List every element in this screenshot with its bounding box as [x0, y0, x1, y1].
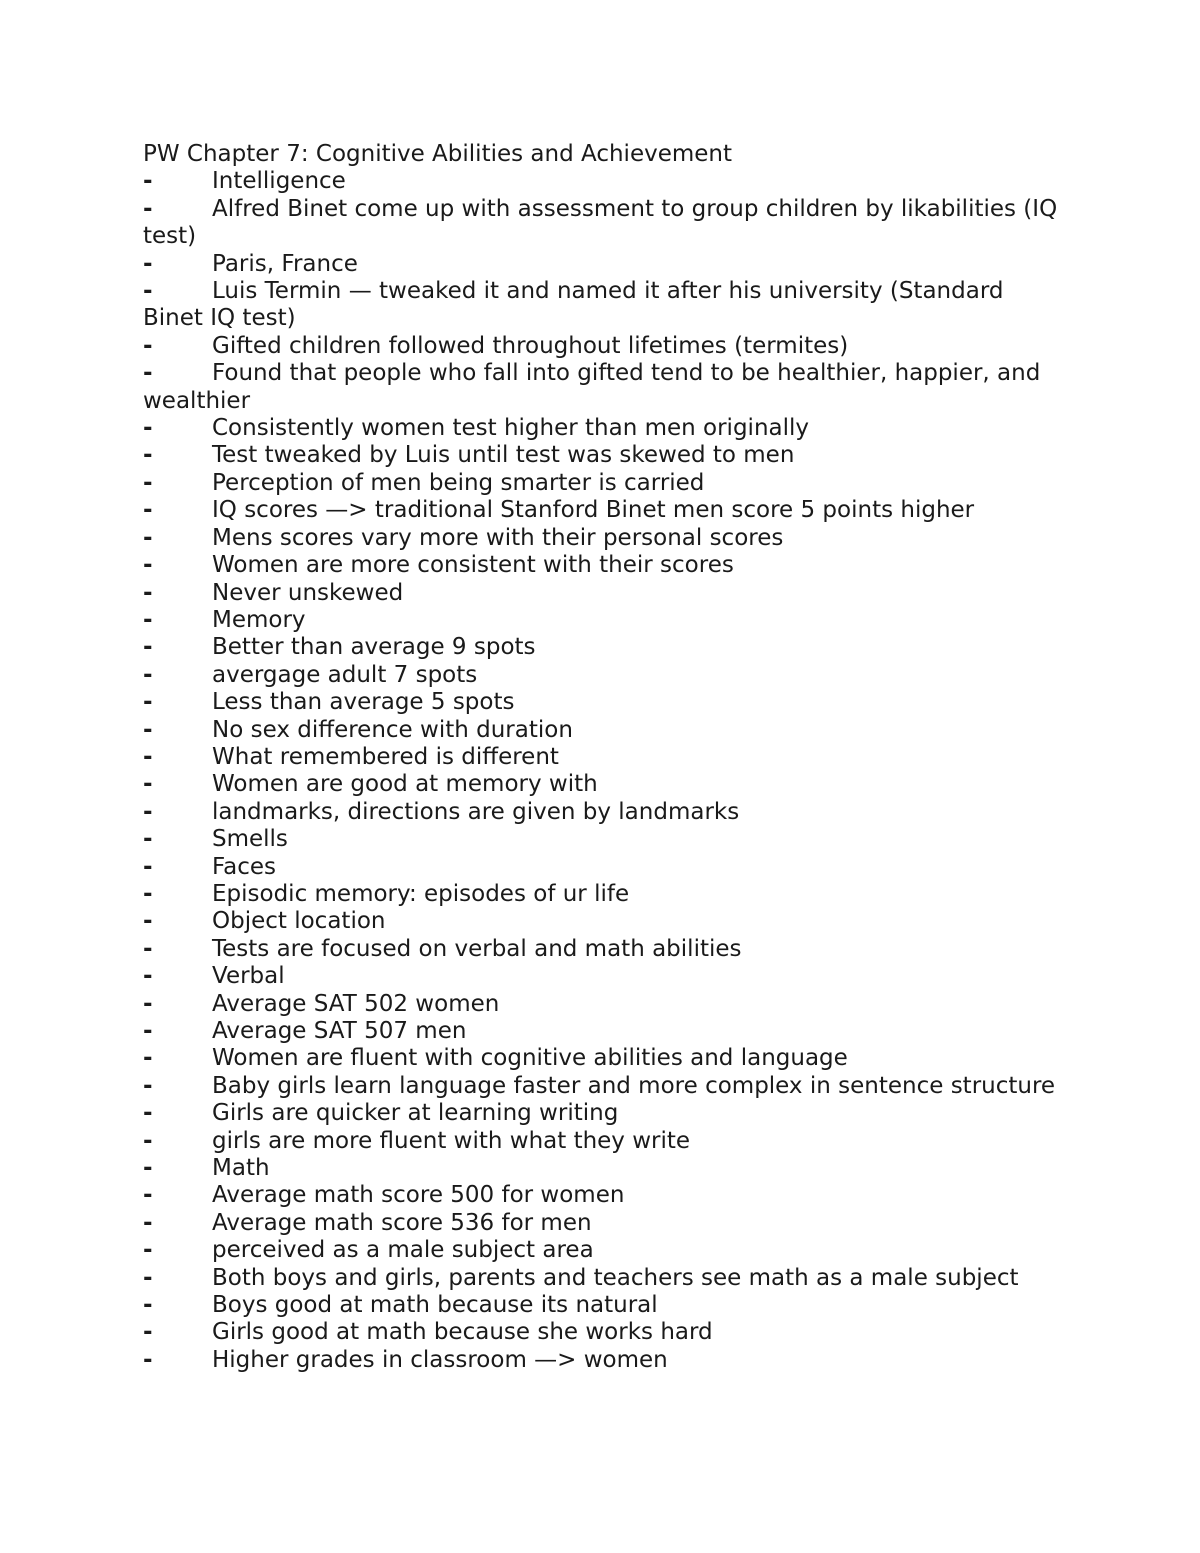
bullet-dash: - [143, 798, 153, 825]
bullet-dash: - [143, 1127, 153, 1154]
list-item-text: Women are fluent with cognitive abilities and language [212, 1045, 848, 1072]
list-item-text: Less than average 5 spots [212, 689, 515, 716]
list-item [143, 771, 1063, 798]
list-item-text: Average SAT 507 men [212, 1018, 467, 1044]
list-item-text: Faces [212, 853, 276, 880]
list-item-text: Average SAT 502 women [212, 990, 500, 1017]
list-item-text: Better than average 9 spots [212, 634, 536, 661]
list-item-text: Perception of men being smarter is carried [212, 469, 705, 496]
list-item [143, 1155, 1063, 1182]
list-item [143, 442, 1063, 469]
bullet-dash: - [143, 1182, 153, 1209]
list-item [143, 799, 1063, 826]
bullet-dash: - [143, 332, 153, 359]
bullet-dash: - [143, 1018, 153, 1044]
list-item-text: landmarks, directions are given by landmarks [212, 798, 740, 825]
list-item [143, 580, 1063, 607]
list-item-text: Test tweaked by Luis until test was skewed to men [212, 442, 795, 469]
list-item [143, 525, 1063, 552]
list-item [143, 908, 1063, 935]
list-item [143, 168, 1063, 195]
list-item [143, 607, 1063, 634]
list-item-text: Women are good at memory with [212, 771, 598, 798]
list-item-text: Girls good at math because she works hard [212, 1319, 713, 1346]
list-item-text: girls are more fluent with what they write [212, 1127, 691, 1154]
list-item [143, 196, 1063, 251]
list-item-text: Boys good at math because its natural [212, 1292, 658, 1319]
list-item-text: Object location [212, 908, 386, 935]
document-page [143, 141, 1063, 1374]
list-item [143, 662, 1063, 689]
list-item-text: Both boys and girls, parents and teachers see math as a male subject [212, 1264, 1019, 1291]
list-item-text: What remembered is different [212, 743, 559, 770]
list-item-text: Consistently women test higher than men originally [212, 415, 810, 442]
list-item-text: Baby girls learn language faster and more complex in sentence structure [212, 1072, 1056, 1099]
list-item [143, 634, 1063, 661]
list-item-text: Average math score 500 for women [212, 1182, 625, 1209]
list-item-text: Average math score 536 for men [212, 1209, 592, 1236]
list-item-text: Gifted children followed throughout lifetimes (termites) [212, 332, 849, 359]
bullet-dash: - [143, 661, 153, 688]
bullet-dash: - [143, 1072, 153, 1099]
bullet-dash: - [143, 195, 153, 222]
list-item [143, 333, 1063, 360]
bullet-dash: - [143, 497, 153, 524]
bullet-dash: - [143, 1045, 153, 1072]
list-item [143, 991, 1063, 1018]
list-item [143, 854, 1063, 881]
list-item-text: Verbal [212, 963, 285, 990]
list-item-text: Higher grades in classroom —> women [212, 1346, 668, 1373]
list-item [143, 1265, 1063, 1292]
list-item-text: Math [212, 1155, 270, 1182]
bullet-dash: - [143, 415, 153, 442]
bullet-dash: - [143, 168, 153, 195]
bullet-dash: - [143, 880, 153, 907]
list-item [143, 1128, 1063, 1155]
list-item-text: avergage adult 7 spots [212, 661, 478, 688]
list-item [143, 744, 1063, 771]
list-item [143, 1319, 1063, 1346]
bullet-dash: - [143, 1237, 153, 1264]
bullet-dash: - [143, 935, 153, 962]
list-item [143, 1347, 1063, 1374]
bullet-dash: - [143, 1100, 153, 1127]
bullet-dash: - [143, 1155, 153, 1182]
bullet-dash: - [143, 1264, 153, 1291]
list-item [143, 881, 1063, 908]
bullet-dash: - [143, 743, 153, 770]
bullet-dash: - [143, 908, 153, 935]
bullet-dash: - [143, 606, 153, 633]
list-item-text: Paris, France [212, 250, 358, 277]
list-item [143, 552, 1063, 579]
list-item-text: Episodic memory: episodes of ur life [212, 880, 630, 907]
bullet-dash: - [143, 963, 153, 990]
list-item [143, 1018, 1063, 1045]
list-item [143, 470, 1063, 497]
notes-list [143, 168, 1063, 1374]
bullet-dash: - [143, 1209, 153, 1236]
list-item-text: Tests are focused on verbal and math abilities [212, 935, 742, 962]
bullet-dash: - [143, 552, 153, 579]
list-item [143, 360, 1063, 415]
list-item [143, 689, 1063, 716]
list-item [143, 826, 1063, 853]
list-item [143, 1237, 1063, 1264]
list-item [143, 251, 1063, 278]
bullet-dash: - [143, 689, 153, 716]
list-item-text: Found that people who fall into gifted tend to be healthier, happier, and wealthier [143, 360, 1041, 414]
list-item-text: Mens scores vary more with their personal scores [212, 524, 784, 551]
bullet-dash: - [143, 360, 153, 387]
list-item-text: IQ scores —> traditional Stanford Binet men score 5 points higher [212, 497, 975, 524]
bullet-dash: - [143, 579, 153, 606]
list-item [143, 717, 1063, 744]
list-item-text: Women are more consistent with their scores [212, 552, 734, 579]
list-item [143, 1045, 1063, 1072]
list-item-text: No sex difference with duration [212, 716, 573, 743]
bullet-dash: - [143, 1319, 153, 1346]
bullet-dash: - [143, 1292, 153, 1319]
bullet-dash: - [143, 634, 153, 661]
list-item [143, 1100, 1063, 1127]
bullet-dash: - [143, 278, 153, 305]
document-title: PW Chapter 7: Cognitive Abilities and Achievement [143, 141, 733, 167]
list-item [143, 936, 1063, 963]
list-item [143, 1182, 1063, 1209]
list-item-text: Girls are quicker at learning writing [212, 1100, 619, 1127]
list-item [143, 278, 1063, 333]
list-item [143, 415, 1063, 442]
bullet-dash: - [143, 524, 153, 551]
list-item [143, 1210, 1063, 1237]
bullet-dash: - [143, 442, 153, 469]
bullet-dash: - [143, 250, 153, 277]
bullet-dash: - [143, 1346, 153, 1373]
list-item-text: Luis Termin — tweaked it and named it after his university (Standard Binet IQ test) [143, 278, 1004, 332]
list-item [143, 963, 1063, 990]
bullet-dash: - [143, 469, 153, 496]
bullet-dash: - [143, 990, 153, 1017]
bullet-dash: - [143, 853, 153, 880]
bullet-dash: - [143, 716, 153, 743]
list-item [143, 1073, 1063, 1100]
bullet-dash: - [143, 771, 153, 798]
bullet-dash: - [143, 826, 153, 853]
list-item-text: Smells [212, 826, 288, 853]
list-item-text: perceived as a male subject area [212, 1237, 594, 1264]
list-item-text: Memory [212, 606, 306, 633]
list-item [143, 1292, 1063, 1319]
list-item-text: Intelligence [212, 168, 346, 195]
list-item [143, 497, 1063, 524]
list-item-text: Never unskewed [212, 579, 404, 606]
list-item-text: Alfred Binet come up with assessment to group children by likabilities (IQ test) [143, 195, 1058, 250]
